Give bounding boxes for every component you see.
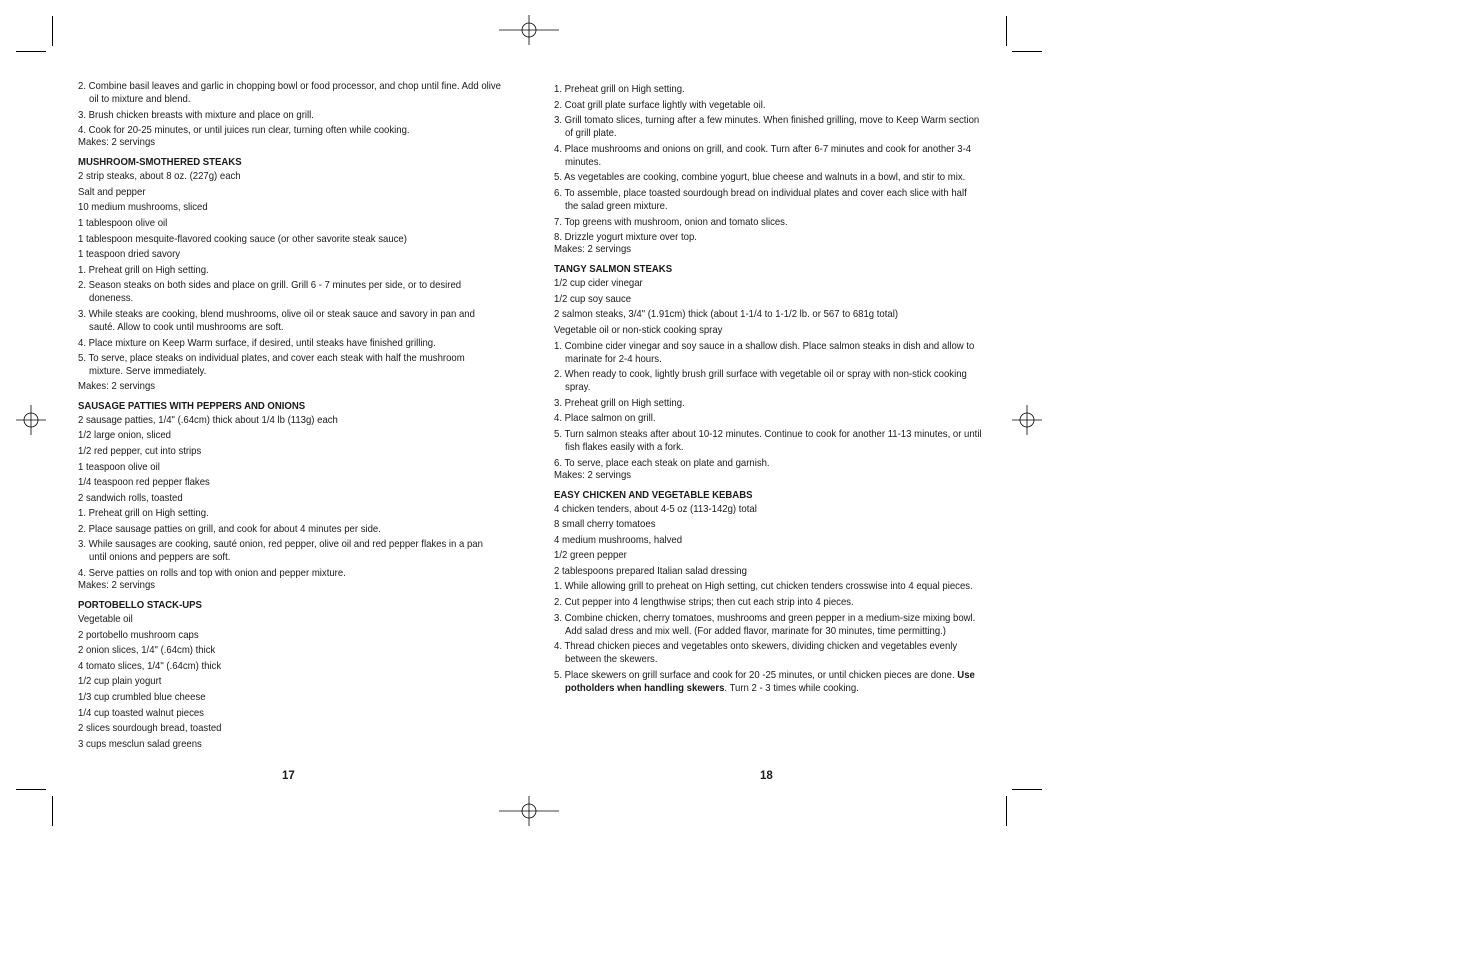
makes-servings: Makes: 2 servings [78,580,156,592]
recipe-step: 1. Combine cider vinegar and soy sauce in a shallow dish. Place salmon steaks in dish and allow to marinate for 2-4 hours. [554,340,975,365]
recipe-step: 6. To serve, place each steak on plate and garnish. [554,457,770,469]
recipe-step: 3. While sausages are cooking, sauté onion, red pepper, olive oil and red pepper flakes in a pan until onions and peppers are soft. [78,539,483,564]
recipe-step: 3. Combine chicken, cherry tomatoes, mushrooms and green pepper in a medium-size mixing bowl. Add salad dress and mix well. (For added flavor, marinate for 30 minutes, time permitting.) [554,612,976,637]
crop-mark [16,789,46,790]
ingredient: 1 teaspoon olive oil [78,461,160,473]
ingredient: 2 onion slices, 1/4" (.64cm) thick [78,645,216,657]
recipe-step: 4. Cook for 20-25 minutes, or until juices run clear, turning often while cooking. [78,125,410,137]
recipe-step: 2. Place sausage patties on grill, and cook for about 4 minutes per side. [78,523,381,535]
recipe-title: MUSHROOM-SMOTHERED STEAKS [78,157,242,169]
registration-mark-icon [499,15,559,45]
ingredient: 2 sausage patties, 1/4" (.64cm) thick about 1/4 lb (113g) each [78,414,338,426]
recipe-step: 6. To assemble, place toasted sourdough bread on individual plates and cover each slice with half the salad green mixture. [554,187,967,212]
recipe-step: 2. When ready to cook, lightly brush grill surface with vegetable oil or spray with non-stick cooking spray. [554,369,967,394]
ingredient: 1 teaspoon dried savory [78,249,181,261]
step-text: . Turn 2 - 3 times while cooking. [724,682,859,694]
page-number: 17 [282,770,295,782]
crop-mark [52,16,53,46]
recipe-step: 3. Preheat grill on High setting. [554,397,685,409]
ingredient: Vegetable oil or non-stick cooking spray [554,324,723,336]
recipe-title: SAUSAGE PATTIES WITH PEPPERS AND ONIONS [78,400,306,412]
ingredient: 1/4 cup toasted walnut pieces [78,707,204,719]
ingredient: 4 chicken tenders, about 4-5 oz (113-142g) total [554,503,757,515]
ingredient: 1/4 teaspoon red pepper flakes [78,477,210,489]
crop-mark [52,796,53,826]
step-text: 5. Place skewers on grill surface and cook for 20 -25 minutes, or until chicken pieces are done. [554,669,958,681]
recipe-title: EASY CHICKEN AND VEGETABLE KEBABS [554,489,753,501]
recipe-step: 8. Drizzle yogurt mixture over top. [554,232,697,244]
recipe-step: 4. Serve patties on rolls and top with onion and pepper mixture. [78,568,346,580]
registration-mark-icon [16,405,46,435]
ingredient: 1/3 cup crumbled blue cheese [78,692,206,704]
ingredient: 2 sandwich rolls, toasted [78,492,183,504]
ingredient: 1/2 cup soy sauce [554,293,632,305]
ingredient: 1 tablespoon olive oil [78,217,168,229]
ingredient: 2 salmon steaks, 3/4" (1.91cm) thick (about 1-1/4 to 1-1/2 lb. or 567 to 681g total) [554,309,899,321]
recipe-step: 5. To serve, place steaks on individual plates, and cover each steak with half the mushroom mixture. Serve immediately. [78,353,465,378]
crop-mark [1006,16,1007,46]
recipe-step: 1. Preheat grill on High setting. [78,264,209,276]
crop-mark [1006,796,1007,826]
crop-mark [16,51,46,52]
makes-servings: Makes: 2 servings [554,244,632,256]
recipe-title: PORTOBELLO STACK-UPS [78,600,202,612]
recipe-step: 1. While allowing grill to preheat on High setting, cut chicken tenders crosswise into 4 equal pieces. [554,581,973,593]
recipe-step: 1. Preheat grill on High setting. [78,508,209,520]
recipe-step: 2. Season steaks on both sides and place on grill. Grill 6 - 7 minutes per side, or to desired doneness. [78,280,462,305]
ingredient: 1/2 green pepper [554,550,627,562]
makes-servings: Makes: 2 servings [78,380,156,392]
ingredient: 2 tablespoons prepared Italian salad dressing [554,565,747,577]
ingredient: 1/2 red pepper, cut into strips [78,445,202,457]
ingredient: 2 slices sourdough bread, toasted [78,723,222,735]
ingredient: 1/2 large onion, sliced [78,430,172,442]
registration-mark-icon [1012,405,1042,435]
recipe-step: 3. While steaks are cooking, blend mushrooms, olive oil or steak sauce and savory in pan and sauté. Allow to cook until mushrooms are soft. [78,308,475,333]
recipe-step: 2. Coat grill plate surface lightly with vegetable oil. [554,99,766,111]
ingredient: 1 tablespoon mesquite-flavored cooking sauce (or other savorite steak sauce) [78,233,407,245]
recipe-step: 5. Turn salmon steaks after about 10-12 minutes. Continue to cook for another 11-13 minutes, or until fish flakes easily with a fork. [554,428,982,453]
recipe-step: 4. Place mushrooms and onions on grill, and cook. Turn after 6-7 minutes and cook for another 3-4 minutes. [554,143,972,168]
registration-mark-icon [499,796,559,826]
recipe-step: 7. Top greens with mushroom, onion and tomato slices. [554,216,788,228]
ingredient: 4 tomato slices, 1/4" (.64cm) thick [78,660,222,672]
makes-servings: Makes: 2 servings [554,469,632,481]
crop-mark [1012,51,1042,52]
safety-warning: Use potholders when handling skewers [565,669,975,694]
page-number: 18 [760,770,773,782]
ingredient: Vegetable oil [78,614,133,626]
recipe-step: 3. Grill tomato slices, turning after a few minutes. When finished grilling, move to Keep Warm section of grill plate. [554,115,980,140]
recipe-step: 4. Place mixture on Keep Warm surface, if desired, until steaks have finished grilling. [78,337,436,349]
makes-servings: Makes: 2 servings [78,137,156,149]
recipe-step: 4. Thread chicken pieces and vegetables onto skewers, dividing chicken and vegetables evenly between the skewers. [554,641,958,666]
recipe-step: 5. As vegetables are cooking, combine yogurt, blue cheese and walnuts in a bowl, and stir to mix. [554,172,966,184]
recipe-step: 3. Brush chicken breasts with mixture and place on grill. [78,109,314,121]
ingredient: 1/2 cup plain yogurt [78,676,162,688]
ingredient: 2 portobello mushroom caps [78,629,199,641]
ingredient: Salt and pepper [78,186,146,198]
crop-mark [1012,789,1042,790]
recipe-step: 1. Preheat grill on High setting. [554,84,685,95]
page-17-column [78,80,501,753]
ingredient: 4 medium mushrooms, halved [554,534,683,546]
ingredient: 10 medium mushrooms, sliced [78,202,208,214]
ingredient: 3 cups mesclun salad greens [78,738,202,750]
recipe-step: 4. Place salmon on grill. [554,413,656,425]
page-18-column [554,83,982,697]
ingredient: 8 small cherry tomatoes [554,519,656,531]
recipe-step: 2. Combine basil leaves and garlic in chopping bowl or food processor, and chop until fine. Add olive oil to mixture and blend. [78,81,501,105]
recipe-step [554,669,982,695]
recipe-title: TANGY SALMON STEAKS [554,264,673,276]
recipe-step: 2. Cut pepper into 4 lengthwise strips; then cut each strip into 4 pieces. [554,597,854,609]
ingredient: 1/2 cup cider vinegar [554,278,643,290]
ingredient: 2 strip steaks, about 8 oz. (227g) each [78,171,241,183]
